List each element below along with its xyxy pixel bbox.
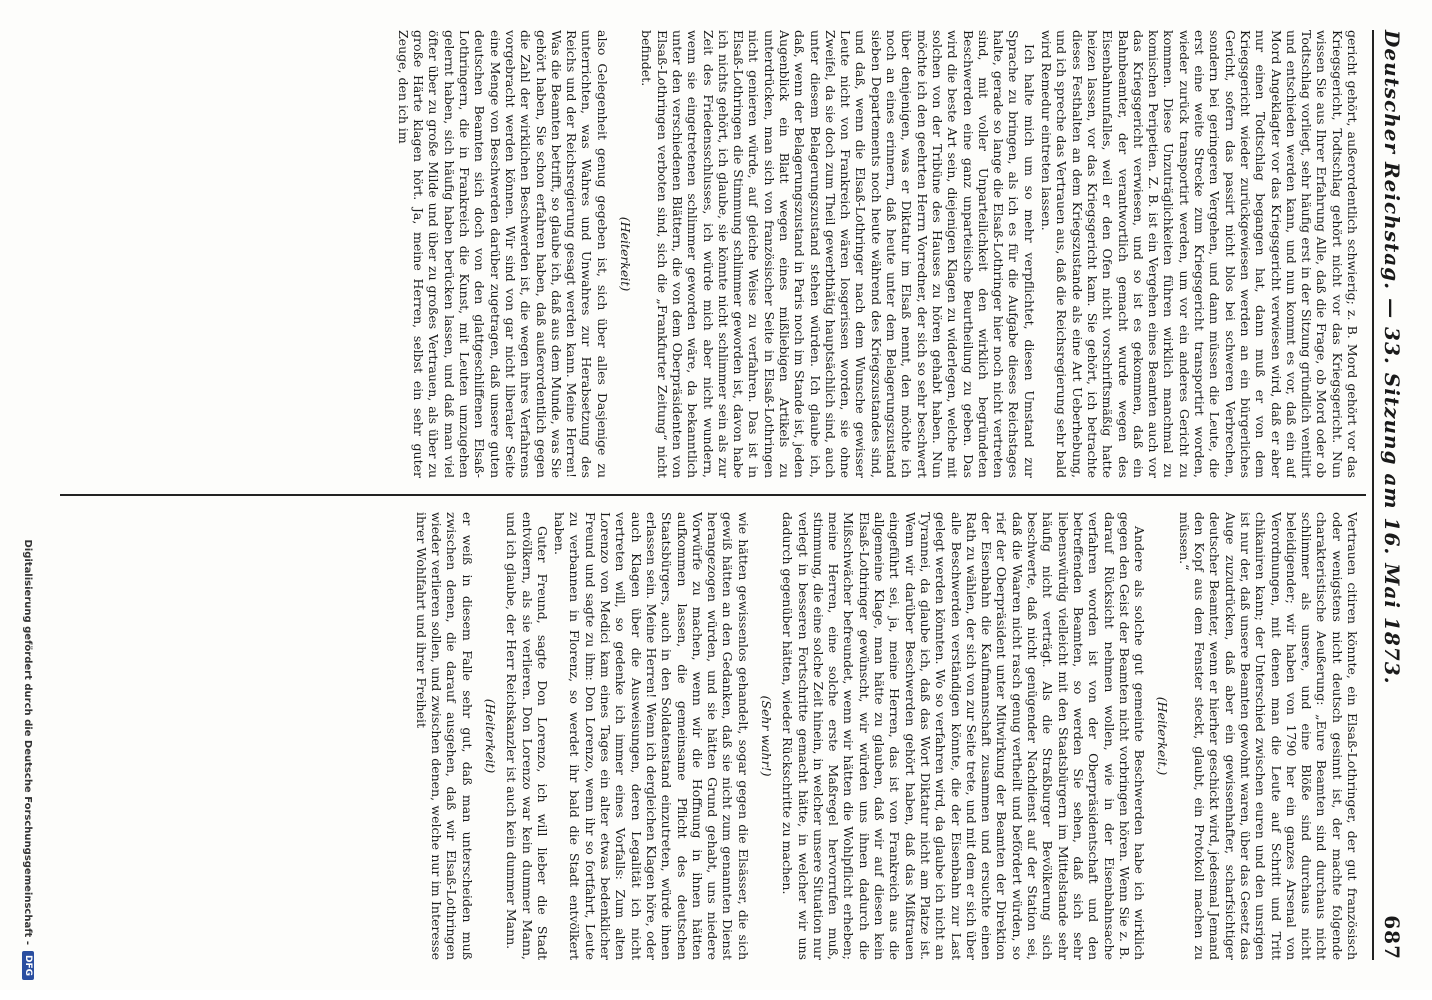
paragraph: Guter Freund, sagte Don Lorenzo, ich will lieber die Stadt entvölkern, als sie verlieren. Don Lorenzo war kein dummer Mann, und ich glaube, der Herr Reichskanzler ist auch kein dummer Mann. bbox=[504, 512, 550, 960]
text-column-right bbox=[40, 512, 1360, 960]
paragraph: gericht gehört, außerordentlich schwierig; z. B. Mord gehört vor das Kriegsgericht, Todtschlag gehört nicht vor das Kriegsgericht. Nun wissen Sie aus Ihrer Erfahrung Alle, daß die Frage, ob Mord oder ob Todtschlag vorliegt, sehr häufig erst in der Sitzung gründlich ventilirt und entschieden werden kann, und nun kommt es vor, daß ein auf Mord Angeklagter vor das Kriegsgericht verwiesen wird, daß er aber nur einen Todtschlag begangen hat, dann muß er von dem Kriegsgericht wieder zurückgewiesen werden an ein bürgerliches Gericht, sofern das passirt nicht blos bei schweren Verbrechen, sondern bei geringeren Vergehen, und dann müssen die Leute, die erst eine weite Strecke zum Kriegsgericht transportirt worden, wieder zurück transportirt werden, um vor ein anderes Gericht zu kommen. Diese Unzuträglichkeiten führen wirklich manchmal zu komischen Peripetien. Z. B. ist ein Vergehen eines Beamten auch vor das Kriegsgericht verwiesen, und so ist es gekommen, daß ein Bahnbeamter, der verantwortlich gemacht wurde wegen des Eisenbahnunfalles, weil er den Ofen nicht vorschriftsmäßig hatte heizen lassen, vor das Kriegsgericht kam. Sie gehört, ich betrachte dieses Festhalten an dem Kriegszustande als eine Art Ueberhebung, und ich spreche das Vertrauen aus, daß die Reichsregierung sehr bald wird Remedur eintreten lassen. bbox=[1039, 30, 1360, 478]
interjection: (Heiterkeit) bbox=[618, 216, 634, 292]
paragraph: wie hätten gewissenlos gehandelt, sogar gegen die Elsässer, die sich gewiß hätten an den Gedanken, daß sie nicht zum genannten Dienst herangezogen würden, und sie hätten Grund gehabt, uns niedere Vorwürfe zu machen, wenn wir die Hoffnung in ihnen hätten aufkommen lassen, die gemeinsame Pflicht des deutschen Staatsbürgers, auch in den Soldatenstand einzutreten, würde ihnen erlassen sein. Meine Herren! Wenn ich dergleichen Klagen höre, oder auch Klagen über die Ausweisungen, deren Legalität ich nicht vertreten will, so gedenke ich immer eines Vorfalls: Zum alten Lorenzo von Medici kam eines Tages ein alter etwas bedenklicher Freund und sagte zu ihm: Don Lorenzo, wenn ihr so fortfahrt, Leute zu verbannen in Florenz, so werdet ihr bald die Stadt entvölkert haben. bbox=[552, 512, 751, 960]
dfg-logo: DFG bbox=[22, 951, 34, 980]
text-column-left bbox=[40, 30, 1360, 478]
paragraph: Andere als solche gut gemeinte Beschwerden habe ich wirklich gegen den Geist der Beamten nicht vorbringen hören. Wenn Sie z. B. darauf Rücksicht nehmen wollen, wie in der Eisenbahnsache verfahren worden ist von der Oberpräsidentschaft und den betreffenden Beamten, so werden Sie sehen, daß sich sehr liebenswürdig vielleicht mit den Staatsbürgern im Mittelstande sehr häufig nicht verträgt. Als die Straßburger Bevölkerung sich beschwerte, daß nicht genügender Nachdienst auf der Station sei, daß die Waaren nicht rasch genug vertheilt und befördert würden, so rief der Oberpräsident unter Mitwirkung der Beamten der Direktion der Eisenbahn die Kaufmannschaft zusammen und ersuchte einen Rath zu wählen, der sich von zur Seite trete, und mit dem er sich über alle Beschwerden verständigen könnte, die der Eisenbahn zur Last gelegt werden könnten. Wo so verfahren wird, da glaube ich nicht an Tyrannei, da glaube ich, daß das Wort Diktatur nicht am Platze ist. Wenn wir darüber Beschwerden gehört haben, daß das Mißtrauen eingeführt sei, ja, meine Herren, das ist von Frankreich aus die allgemeine Klage, man hätte zu glauben, daß wir auf diesen kein Elsaß-Lothringer gewünscht, wir würden uns ihnen dadurch die Mißschwächer befreundet, wenn wir hätten die Wohlpflicht erheben; meine Herren, eine solche erste Maßregel hervorrufen muß, stimmung, die eine solche Zeit hinein, in welcher unsere Situation nur verlegt in besseren Fortschritte gemacht hätte, in welcher wir uns dadurch gegenüber hätten, wieder Rückschritte zu machen. bbox=[780, 512, 1148, 960]
column-divider bbox=[60, 494, 1366, 496]
page-header bbox=[1372, 30, 1412, 960]
paragraph: also Gelegenheit genug gegeben ist, sich über alles Dasjenige zu unterrichten, was Wahres und Unwahres zur Herabsetzung des Reichs und der Reichsregierung gesagt werden kann. Meine Herren! Was die Beamten betrifft, so glaube ich, daß aus dem Munde, was Sie gehört haben, Sie schon erfahren haben, daß außerordentlich gegen die Zahl der wirklichen Beschwerden ist, die wegen ihres Verfahrens vorgebracht werden können. Wir sind von gar nicht liberaler Seite eine Menge von Beschwerden darüber zugetragen, daß unsere guten deutschen Beamten sich doch von den glattgeschliffenen Elsaß-Lothringern, die in Frankreich die Kunst, mit Leuten umzugehen gelernt haben, sich häufig haben berücken lassen, und daß man viel öfter über zu große Milde und über zu großes Vertrauen, als über zu große Härte klagen hört. Ja, meine Herren, selbst ein sehr guter Zeuge, den ich im bbox=[395, 30, 610, 478]
running-title: Deutscher Reichstag. — 33. Sitzung am 16. Mai 1873. bbox=[1380, 30, 1404, 685]
paragraph: Ich halte mich um so mehr verpflichtet, diesen Umstand zur Sprache zu bringen, als ich es für die Aufgabe dieses Reichstages halte, gerade so lange die Elsaß-Lothringer hier noch nicht vertreten sind, mit voller Unparteilichkeit den wirklich begründeten Beschwerden eine ganz unparteiische Beurtheilung zu geben. Das wird die beste Art sein, diejenigen Klagen zu widerlegen, welche mit solchen von der Tribüne des Hauses zu hören gehabt haben. Nun möchte ich den geehrten Herrn Vorredner, der sich so sehr beschwert über denjenigen, was er Diktatur im Elsaß nennt, den möchte ich noch an eines erinnern, daß heute unter dem Belagerungszustand sieben Departements noch heute während des Kriegszustandes sind, und daß, wenn die Elsaß-Lothringer nach dem Wunsche gewisser Leute nicht von Frankreich wären losgerissen worden, sie ohne Zweifel, da sie doch zum Theil gewerbthätig hauptsächlich sind, auch unter diesem Belagerungszustand stehen würden. Ich glaube ich, daß, wenn der Belagerungszustand in Paris noch im Stande ist, jeden Augenblick ein Blatt wegen eines mißliebigen Artikels zu unterdrücken, man sich von französischer Seite in Elsaß-Lothringen nicht genieren würde, auf gleiche Weise zu verfahren. Das ist in Elsaß-Lothringen die Stimmung schlimmer geworden ist, davon habe ich nichts gehört, ich glaube, sie könnte nicht schlimmer sein als zur Zeit des Friedensschlusses, ich würde mich aber nicht wundern, wenn sie eingetretenen schlimmer geworden wäre, da bekanntlich unter den verschiedenen Blättern, die von dem Oberpräsidenten von Elsaß-Lothringen verboten sind, sich die „Frankfurter Zeitung“ nicht befindet. bbox=[639, 30, 1037, 478]
interjection: (Sehr wahr!) bbox=[759, 695, 775, 777]
page-number: 687 bbox=[1380, 915, 1404, 960]
paragraph: Vertrauen citiren könnte, ein Elsaß-Lothringer, der gut französisch oder wenigstens nicht deutsch gesinnt ist, der machte folgende charakteristische Aeußerung: „Eure Beamten sind durchaus nicht schlimmer als unsere, und eine Blöße sind durchaus nicht beleidigender; wir haben von 1790 her ein ganzes Arsenal von Verordnungen, mit denen man die Leute auf Schritt und Tritt chikaniren kann; der Unterschied zwischen euren und den unsrigen ist nur der, daß unsere Beamten gewohnt waren, über das Gesetz das Auge zuzudrücken, daß aber ein gewissenhafter, scharfsichtiger deutscher Beamter, wenn er hierher geschickt wird, jedesmal Jemand den Kopf aus dem Fenster steckt, glaubt, ein Protokoll machen zu müssen.“ bbox=[1176, 512, 1360, 960]
digitization-credit bbox=[22, 400, 34, 980]
interjection: (Heiterkeit) bbox=[482, 698, 498, 774]
paragraph: er weiß in diesem Falle sehr gut, daß man unterscheiden muß zwischen denen, die darauf ausgehen, daß wir Elsaß-Lothringen wieder verlieren sollen, und zwischen denen, welche nur im Interesse ihrer Wohlfahrt und ihrer Freiheit bbox=[413, 512, 475, 960]
credit-text: Digitalisierung gefördert durch die Deutsche Forschungsgemeinschaft - bbox=[22, 539, 34, 945]
interjection: (Heiterkeit.) bbox=[1155, 696, 1171, 776]
